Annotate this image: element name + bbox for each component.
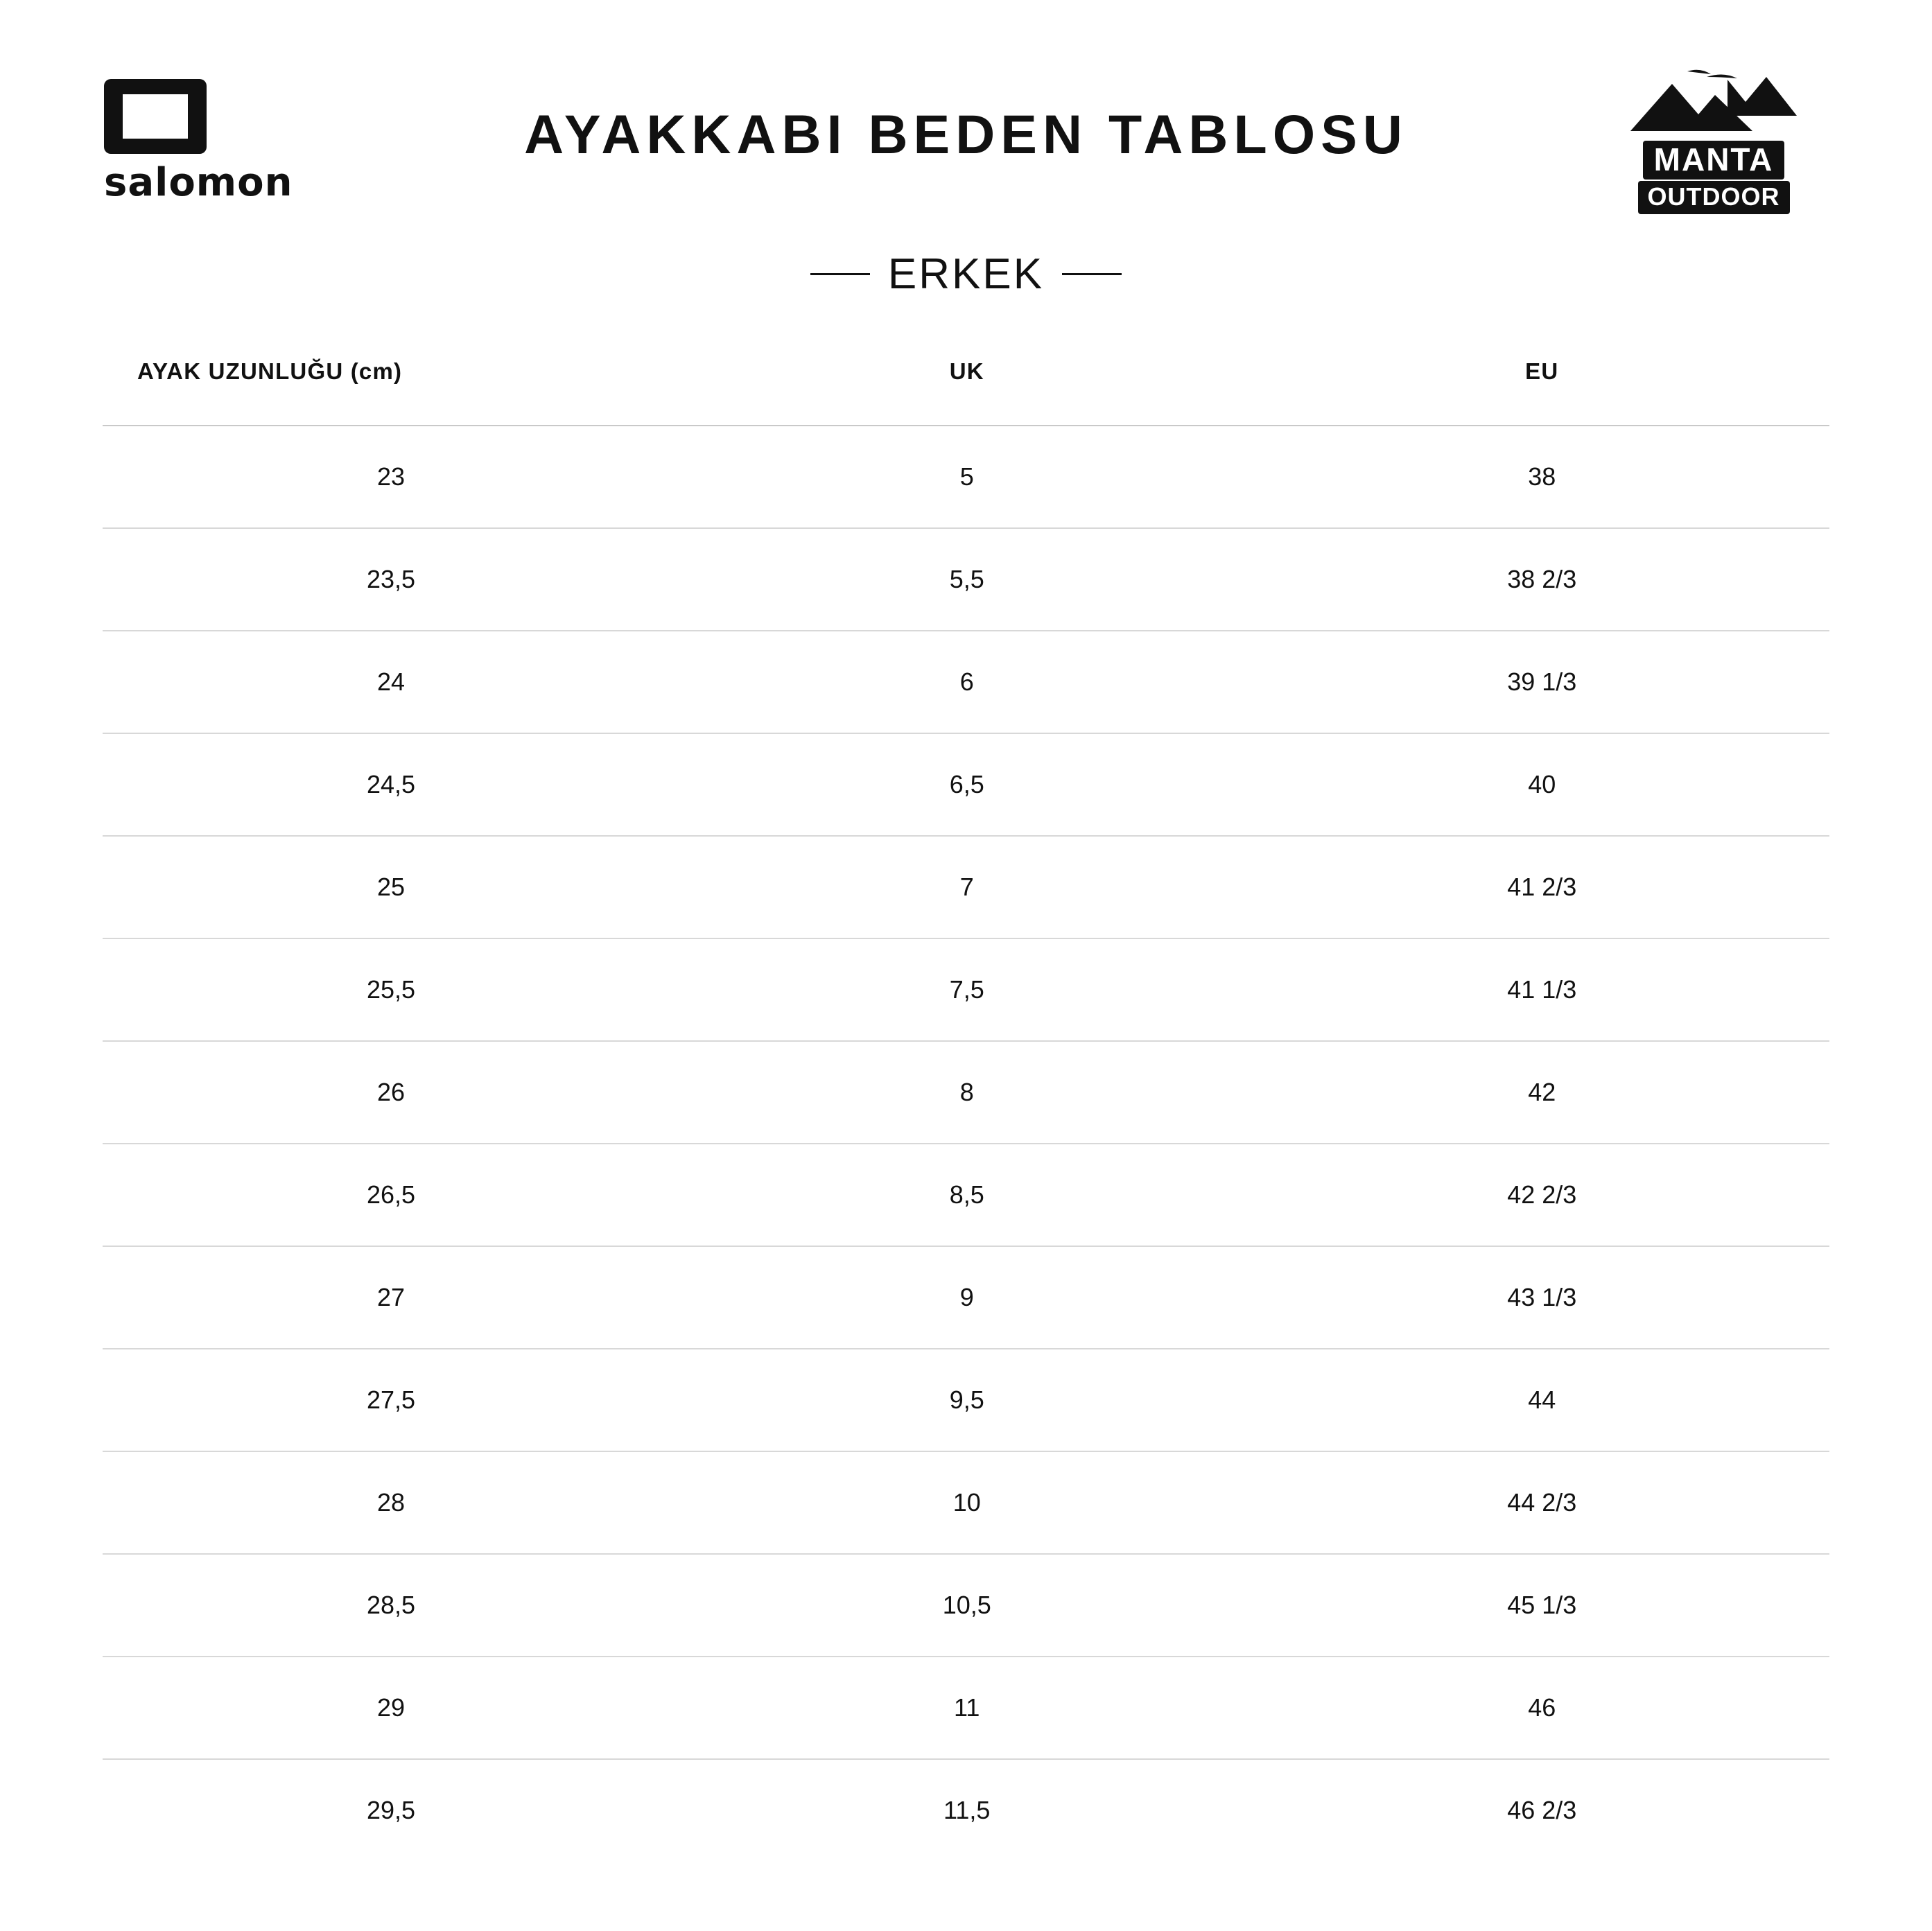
table-header-row bbox=[103, 358, 1829, 426]
cell-eu: 38 2/3 bbox=[1254, 528, 1829, 631]
outdoor-wordmark: OUTDOOR bbox=[1638, 181, 1790, 214]
cell-uk: 11,5 bbox=[943, 1796, 991, 1824]
table-row bbox=[103, 631, 1829, 733]
cell-foot-length: 27 bbox=[103, 1246, 679, 1349]
cell-foot-length: 25 bbox=[103, 836, 679, 938]
cell-foot-length: 24 bbox=[103, 631, 679, 733]
gender-subtitle bbox=[0, 250, 1932, 299]
salomon-s-icon bbox=[104, 79, 207, 154]
cell-foot-length: 24,5 bbox=[103, 733, 679, 836]
cell-eu: 41 1/3 bbox=[1254, 938, 1829, 1041]
salomon-wordmark: salomon bbox=[104, 159, 293, 205]
column-header-foot-length: AYAK UZUNLUĞU (cm) bbox=[103, 358, 679, 426]
page-header bbox=[0, 0, 1932, 211]
cell-eu: 44 2/3 bbox=[1254, 1451, 1829, 1554]
manta-outdoor-logo bbox=[1599, 67, 1828, 214]
cell-eu: 40 bbox=[1254, 733, 1829, 836]
cell-uk: 6 bbox=[679, 631, 1255, 733]
size-table bbox=[103, 358, 1829, 1861]
table-row bbox=[103, 426, 1829, 528]
cell-uk: 5,5 bbox=[679, 528, 1255, 631]
subtitle-label: ERKEK bbox=[887, 250, 1045, 298]
cell-uk: 7 bbox=[679, 836, 1255, 938]
cell-eu: 39 1/3 bbox=[1254, 631, 1829, 733]
table-row bbox=[103, 1349, 1829, 1451]
table-header bbox=[103, 358, 1829, 426]
cell-uk: 7,5 bbox=[679, 938, 1255, 1041]
table-row bbox=[103, 1657, 1829, 1759]
size-table-container bbox=[103, 358, 1829, 1861]
salomon-logo bbox=[104, 79, 333, 205]
mountain-icon bbox=[1624, 67, 1804, 137]
cell-eu: 43 1/3 bbox=[1254, 1246, 1829, 1349]
cell-foot-length: 25,5 bbox=[103, 938, 679, 1041]
subtitle-rule-left bbox=[810, 273, 870, 275]
cell-foot-length: 28,5 bbox=[103, 1554, 679, 1657]
cell-eu: 46 2/3 bbox=[1507, 1796, 1577, 1824]
cell-foot-length: 29 bbox=[103, 1657, 679, 1759]
cell-uk: 9,5 bbox=[679, 1349, 1255, 1451]
cell-eu: 44 bbox=[1254, 1349, 1829, 1451]
cell-eu: 46 bbox=[1254, 1657, 1829, 1759]
cell-uk: 9 bbox=[679, 1246, 1255, 1349]
cell-uk: 10,5 bbox=[679, 1554, 1255, 1657]
cell-foot-length: 28 bbox=[103, 1451, 679, 1554]
cell-eu: 41 2/3 bbox=[1254, 836, 1829, 938]
cell-eu: 38 bbox=[1254, 426, 1829, 528]
cell-eu: 45 1/3 bbox=[1254, 1554, 1829, 1657]
table-row bbox=[103, 836, 1829, 938]
cell-foot-length: 29,5 bbox=[366, 1796, 416, 1824]
cell-foot-length: 23,5 bbox=[103, 528, 679, 631]
cell-eu: 42 2/3 bbox=[1254, 1144, 1829, 1246]
table-row bbox=[103, 1759, 1829, 1861]
cell-uk: 10 bbox=[679, 1451, 1255, 1554]
column-header-uk: UK bbox=[679, 358, 1255, 426]
subtitle-rule-right bbox=[1062, 273, 1122, 275]
table-row bbox=[103, 1451, 1829, 1554]
cell-foot-length: 27,5 bbox=[103, 1349, 679, 1451]
page-title: AYAKKABI BEDEN TABLOSU bbox=[524, 103, 1408, 165]
cell-uk: 6,5 bbox=[679, 733, 1255, 836]
table-row bbox=[103, 1246, 1829, 1349]
table-row bbox=[103, 733, 1829, 836]
table-row bbox=[103, 528, 1829, 631]
cell-foot-length: 23 bbox=[103, 426, 679, 528]
table-row bbox=[103, 1554, 1829, 1657]
cell-uk: 8,5 bbox=[679, 1144, 1255, 1246]
table-row bbox=[103, 1041, 1829, 1144]
cell-eu: 42 bbox=[1254, 1041, 1829, 1144]
cell-uk: 5 bbox=[679, 426, 1255, 528]
cell-uk: 8 bbox=[679, 1041, 1255, 1144]
table-body bbox=[103, 426, 1829, 1861]
manta-wordmark: MANTA bbox=[1643, 141, 1785, 180]
table-row bbox=[103, 1144, 1829, 1246]
table-row bbox=[103, 938, 1829, 1041]
cell-foot-length: 26 bbox=[103, 1041, 679, 1144]
cell-uk: 11 bbox=[679, 1657, 1255, 1759]
cell-foot-length: 26,5 bbox=[103, 1144, 679, 1246]
column-header-eu: EU bbox=[1254, 358, 1829, 426]
